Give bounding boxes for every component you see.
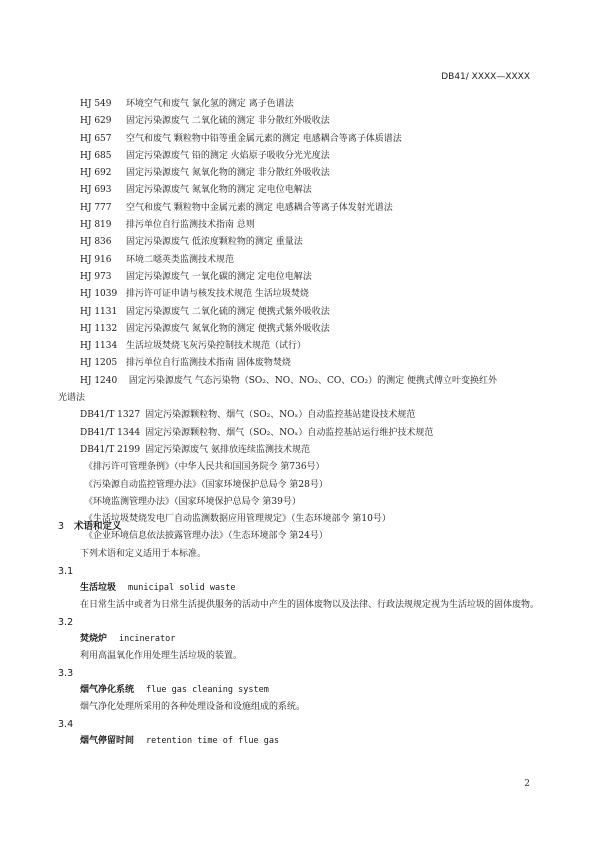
- term-english: incinerator: [119, 634, 176, 644]
- reference-title: 固定污染源废气 二氧化硫的测定 非分散红外吸收法: [126, 116, 330, 127]
- term-chinese: 焚烧炉: [80, 634, 108, 644]
- clause-number: 3.1: [58, 566, 74, 577]
- page-number: 2: [524, 779, 530, 789]
- local-standard-item: [58, 425, 544, 442]
- normative-references: [58, 96, 544, 546]
- reference-title: 固定污染源废气 氨排放连续监测技术规范: [145, 444, 310, 455]
- regulation-item: 《排污许可管理条例》（中华人民共和国国务院令 第736号）: [84, 462, 325, 473]
- reference-item: [58, 200, 544, 217]
- reference-item: [58, 321, 544, 338]
- reference-item: [58, 373, 544, 408]
- reference-code: HJ 549: [80, 99, 112, 109]
- reference-title: 固定污染源颗粒物、烟气（SO₂、NOₓ）自动监控基站运行维护技术规范: [145, 427, 434, 438]
- reference-code: HJ 693: [80, 185, 112, 196]
- reference-item: [58, 165, 544, 182]
- reference-code: HJ 1131: [80, 306, 118, 317]
- reference-item: [58, 234, 544, 251]
- reference-title: 固定污染源废气 氮氧化物的测定 便携式紫外吸收法: [126, 323, 330, 334]
- term-entry: [58, 682, 544, 699]
- reference-code: HJ 1134: [80, 341, 118, 352]
- reference-item: [58, 217, 544, 234]
- regulation-item: 《生活垃圾焚烧发电厂自动监测数据应用管理规定》（生态环境部令 第10号）: [84, 514, 391, 525]
- reference-code: DB41/T 1344: [80, 427, 141, 438]
- reference-code: HJ 1039: [80, 289, 118, 300]
- term-english: municipal solid waste: [128, 583, 236, 593]
- reference-code: HJ 836: [80, 237, 112, 248]
- reference-title-continued: 光谱法: [58, 393, 86, 404]
- reference-item: [58, 286, 544, 303]
- reference-title: 空气和废气 颗粒物中金属元素的测定 电感耦合等离子体发射光谱法: [126, 202, 393, 213]
- reference-item: [58, 252, 544, 269]
- reference-title: 环境空气和废气 氯化氢的测定 离子色谱法: [126, 99, 294, 109]
- reference-item: [58, 269, 544, 286]
- clause-number: 3.2: [58, 617, 74, 628]
- reference-item: [58, 355, 544, 372]
- reference-title: 固定污染源废气 氮氧化物的测定 定电位电解法: [126, 185, 312, 196]
- document-code: DB41/ XXXX—XXXX: [441, 72, 530, 82]
- terms-and-definitions: [58, 546, 544, 750]
- reference-code: HJ 777: [80, 202, 112, 213]
- reference-code: HJ 685: [80, 150, 112, 161]
- reference-code: HJ 1205: [80, 358, 118, 369]
- reference-title: 固定污染源废气 氮氧化物的测定 非分散红外吸收法: [126, 168, 330, 179]
- reference-title: 空气和废气 颗粒物中铅等重金属元素的测定 电感耦合等离子体质谱法: [126, 133, 402, 144]
- reference-title: 环境二噁英类监测技术规范: [126, 254, 235, 265]
- local-standard-item: [58, 407, 544, 424]
- reference-item: [58, 113, 544, 130]
- regulation-item: 《污染源自动监控管理办法》（国家环境保护总局令 第28号）: [84, 479, 328, 490]
- section-heading: [58, 518, 122, 532]
- clause-number: 3.3: [58, 668, 74, 679]
- reference-code: DB41/T 2199: [80, 444, 141, 455]
- term-entry: [58, 631, 544, 648]
- reference-code: HJ 657: [80, 133, 112, 144]
- reference-item: [58, 338, 544, 355]
- reference-code: HJ 916: [80, 254, 112, 265]
- reference-code: HJ 1240: [80, 375, 118, 386]
- reference-title: 固定污染源废气 二氧化硫的测定 便携式紫外吸收法: [126, 306, 330, 317]
- reference-item: [58, 131, 544, 148]
- section-title: 术语和定义: [74, 521, 122, 532]
- reference-code: HJ 692: [80, 168, 112, 179]
- reference-code: DB41/T 1327: [80, 410, 141, 421]
- term-chinese: 烟气净化系统: [80, 685, 135, 695]
- reference-title: 排污单位自行监测技术指南 总则: [126, 220, 255, 231]
- local-standard-item: [58, 442, 544, 459]
- regulation-item: 《企业环境信息依法披露管理办法》（生态环境部令 第24号）: [84, 531, 328, 542]
- reference-title: 固定污染源废气 气态污染物（SO₂、NO、NO₂、CO、CO₂）的测定 便携式傅立叶变换红外: [128, 375, 498, 386]
- reference-title: 固定污染源废气 低浓度颗粒物的测定 重量法: [126, 237, 303, 248]
- reference-item: [58, 96, 544, 113]
- reference-title: 排污许可证申请与核发技术规范 生活垃圾焚烧: [126, 289, 309, 300]
- reference-title: 固定污染源颗粒物、烟气（SO₂、NOₓ）自动监控基站建设技术规范: [145, 410, 416, 421]
- reference-item: [58, 182, 544, 199]
- term-definition: 利用高温氧化作用处理生活垃圾的装置。: [80, 651, 243, 661]
- term-definition: 烟气净化处理所采用的各种处理设备和设施组成的系统。: [80, 702, 306, 712]
- term-english: retention time of flue gas: [146, 736, 280, 746]
- reference-title: 固定污染源废气 一氧化碳的测定 定电位电解法: [126, 271, 312, 282]
- term-entry: [58, 733, 544, 750]
- reference-title: 排污单位自行监测技术指南 固体废物焚烧: [126, 358, 291, 369]
- reference-title: 固定污染源废气 铅的测定 火焰原子吸收分光光度法: [126, 150, 330, 161]
- term-chinese: 烟气停留时间: [80, 736, 135, 746]
- reference-title: 生活垃圾焚烧飞灰污染控制技术规范（试行）: [126, 341, 307, 352]
- term-entry: [58, 580, 544, 597]
- reference-code: HJ 973: [80, 271, 112, 282]
- term-english: flue gas cleaning system: [146, 685, 269, 695]
- term-definition: 在日常生活中或者为日常生活提供服务的活动中产生的固体废物以及法律、行政法规规定视为生活垃圾的固体废物。: [80, 600, 540, 610]
- term-chinese: 生活垃圾: [80, 583, 117, 593]
- reference-item: [58, 304, 544, 321]
- reference-item: [58, 148, 544, 165]
- section-intro: 下列术语和定义适用于本标准。: [80, 549, 207, 559]
- reference-code: HJ 629: [80, 116, 112, 127]
- clause-number: 3.4: [58, 719, 74, 730]
- reference-code: HJ 819: [80, 220, 112, 231]
- reference-code: HJ 1132: [80, 323, 118, 334]
- section-number: 3: [58, 521, 65, 532]
- regulation-item: 《环境监测管理办法》（国家环境保护总局令 第39号）: [84, 496, 301, 507]
